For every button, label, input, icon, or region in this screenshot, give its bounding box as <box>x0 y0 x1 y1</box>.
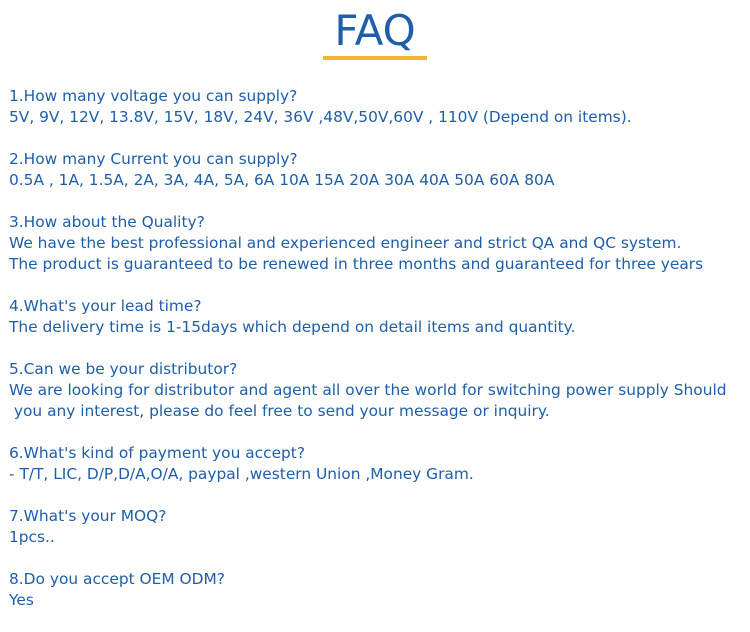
faq-list <box>9 86 749 632</box>
faq-answer-line: 5V, 9V, 12V, 13.8V, 15V, 18V, 24V, 36V ,48V,50V,60V , 110V (Depend on items). <box>9 108 632 126</box>
faq-answer-line: 1pcs.. <box>9 528 55 546</box>
faq-question: 8.Do you accept OEM ODM? <box>9 570 225 588</box>
faq-item-moq <box>9 506 749 548</box>
faq-item-lead-time <box>9 296 749 338</box>
faq-question: 4.What's your lead time? <box>9 297 202 315</box>
faq-item-oem-odm <box>9 569 749 611</box>
faq-answer-line: Yes <box>9 591 34 609</box>
faq-item-payment <box>9 443 749 485</box>
faq-question: 1.How many voltage you can supply? <box>9 87 298 105</box>
faq-question: 7.What's your MOQ? <box>9 507 167 525</box>
faq-item-quality <box>9 212 749 275</box>
faq-answer-line: The delivery time is 1-15days which depend on detail items and quantity. <box>9 318 576 336</box>
faq-item-current <box>9 149 749 191</box>
faq-answer-line: The product is guaranteed to be renewed in three months and guaranteed for three years <box>9 255 704 273</box>
title-underline <box>323 56 427 60</box>
faq-question: 6.What's kind of payment you accept? <box>9 444 306 462</box>
faq-question: 5.Can we be your distributor? <box>9 360 238 378</box>
faq-answer-line: We have the best professional and experienced engineer and strict QA and QC system. <box>9 234 682 252</box>
faq-answer-line: We are looking for distributor and agent all over the world for switching power supply Should <box>9 381 727 399</box>
faq-question: 3.How about the Quality? <box>9 213 205 231</box>
faq-question: 2.How many Current you can supply? <box>9 150 298 168</box>
page-title: FAQ <box>334 6 416 55</box>
faq-item-distributor <box>9 359 749 422</box>
faq-item-voltage <box>9 86 749 128</box>
faq-answer-line: you any interest, please do feel free to send your message or inquiry. <box>9 402 550 420</box>
faq-answer-line: - T/T, LIC, D/P,D/A,O/A, paypal ,western Union ,Money Gram. <box>9 465 474 483</box>
faq-answer-line: 0.5A , 1A, 1.5A, 2A, 3A, 4A, 5A, 6A 10A 15A 20A 30A 40A 50A 60A 80A <box>9 171 555 189</box>
